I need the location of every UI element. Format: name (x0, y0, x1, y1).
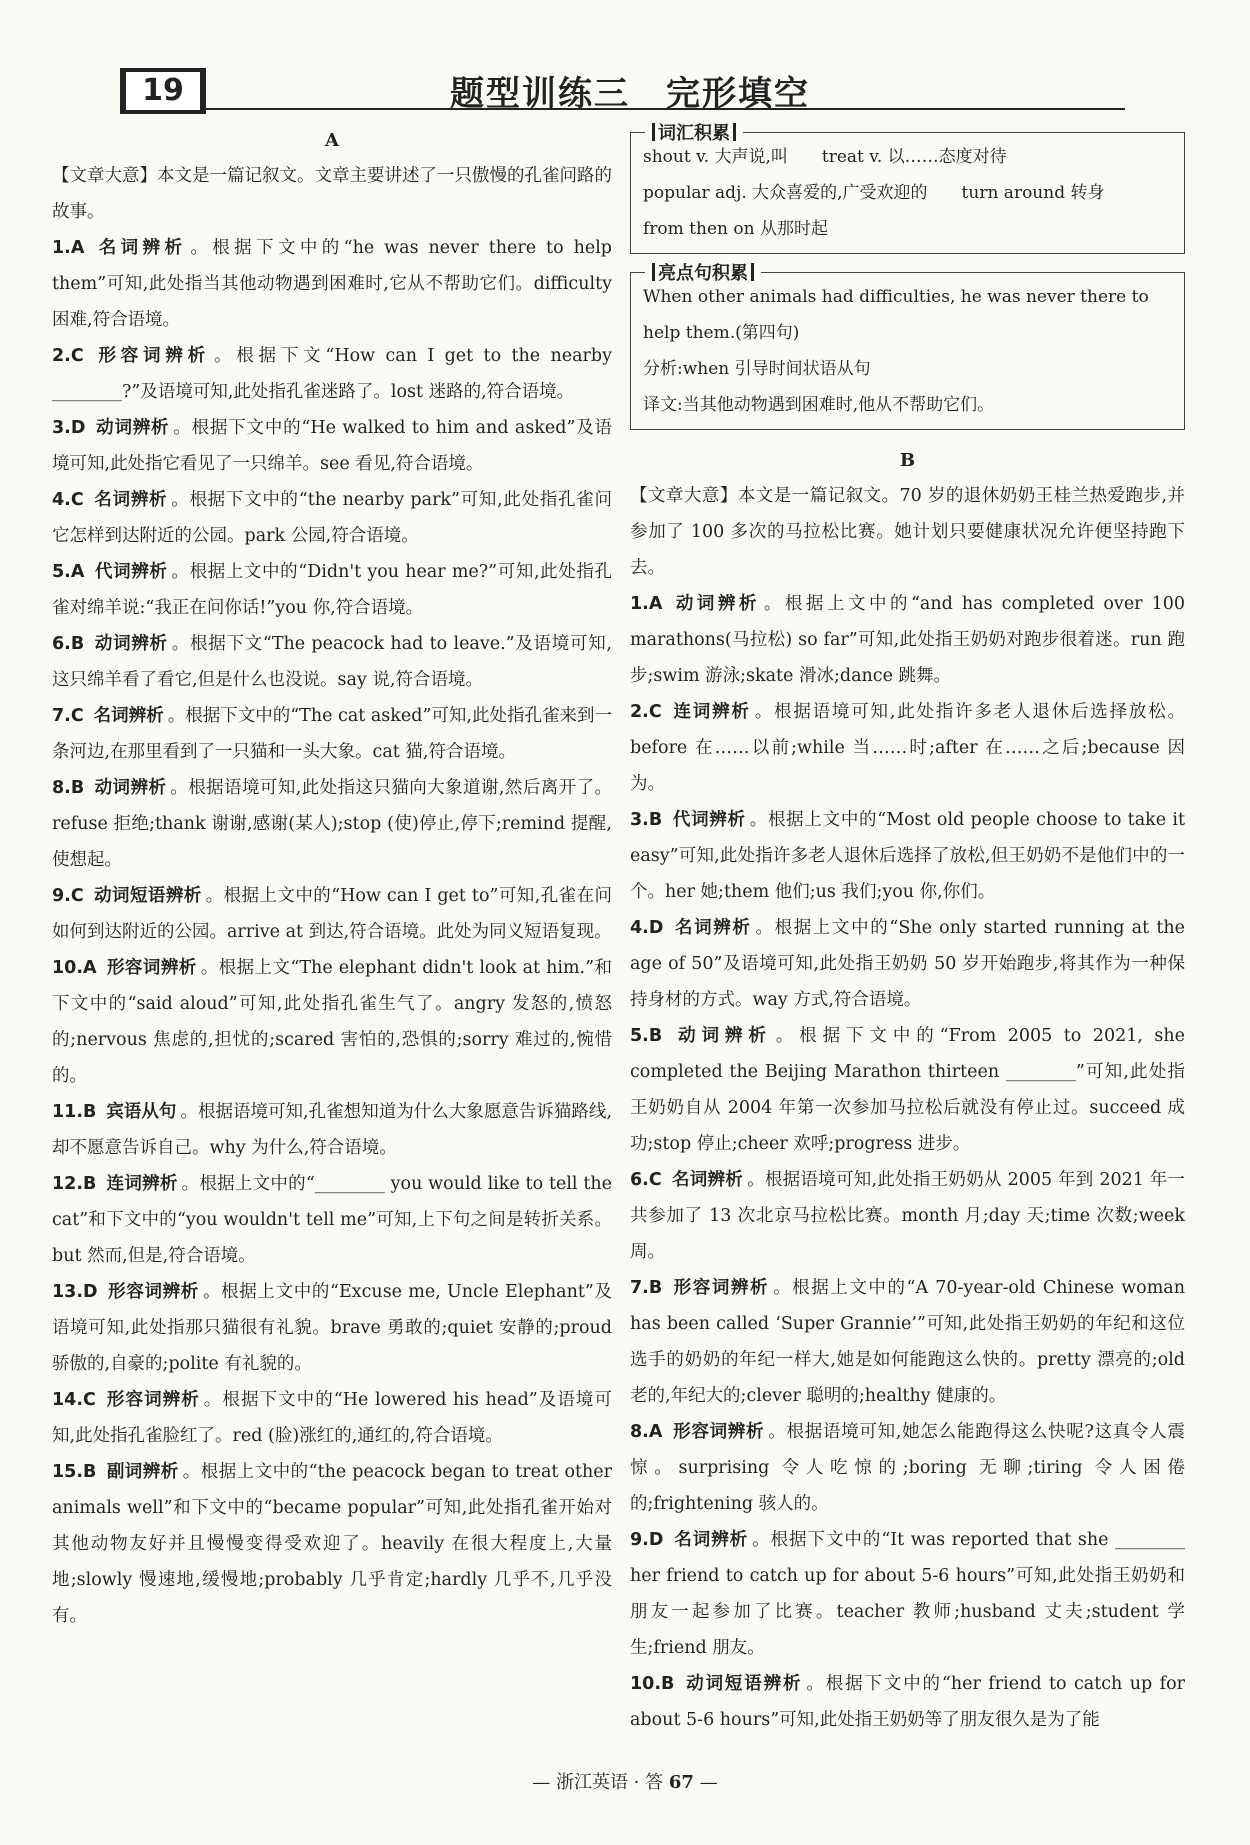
answer-number: 2.C (630, 702, 662, 722)
answer-number: 15.B (52, 1462, 97, 1482)
footer-tail: — (693, 1772, 718, 1793)
answer-explanation: 。根据上文中的“________ you would like to tell the cat”和下文中的“you wouldn't tell me”可知,上下句之间是转折关系。but 然而,但是,符合语境。 (52, 1174, 612, 1266)
answer-item (630, 1522, 1185, 1666)
answer-number: 13.D (52, 1282, 98, 1302)
answer-item (52, 230, 612, 338)
page-number: 19 (120, 68, 206, 114)
answer-item (52, 770, 612, 878)
answer-item (630, 802, 1185, 910)
answer-type: 形容词辨析 (672, 1278, 770, 1298)
answer-type: 代词辨析 (672, 810, 746, 830)
answer-item (52, 482, 612, 554)
answer-item (52, 1382, 612, 1454)
answer-number: 14.C (52, 1390, 96, 1410)
answer-explanation: 。根据下文“How can I get to the nearby ________?”及语境可知,此处指孔雀迷路了。lost 迷路的,符合语境。 (52, 346, 613, 402)
answer-item (52, 950, 612, 1094)
answer-number: 6.C (630, 1170, 662, 1190)
answer-explanation: 。根据下文中的“It was reported that she ________ her friend to catch up for about 5-6 hours”可知,此处指王奶奶和朋友一起参加了比赛。teacher 教师;husband 丈夫;student 学生;friend 朋友。 (630, 1530, 1185, 1658)
answer-explanation: 。根据上文“The elephant didn't look at him.”和下文中的“said aloud”可知,此处指孔雀生气了。angry 发怒的,愤怒的;nervous 焦虑的,担忧的;scared 害怕的,恐惧的;sorry 难过的,惋惜的。 (52, 958, 613, 1086)
answer-number: 7.B (630, 1278, 663, 1298)
answer-type: 名词辨析 (671, 1170, 744, 1190)
answer-number: 1.A (52, 238, 85, 258)
answer-number: 4.D (630, 918, 664, 938)
sentence-line: 译文:当其他动物遇到困难时,他从不帮助它们。 (643, 395, 995, 415)
answer-item (630, 1162, 1185, 1270)
answer-type: 形容词辨析 (106, 958, 197, 978)
section-a-summary: 【文章大意】本文是一篇记叙文。文章主要讲述了一只傲慢的孔雀问路的故事。 (52, 166, 612, 222)
answer-number: 11.B (52, 1102, 97, 1122)
answer-item (630, 694, 1185, 802)
answer-item (52, 878, 612, 950)
answer-number: 8.A (630, 1422, 663, 1442)
answer-type: 动词辨析 (94, 778, 167, 798)
answer-item (630, 1270, 1185, 1414)
answer-item (52, 410, 612, 482)
answer-type: 动词辨析 (95, 418, 170, 438)
section-b-summary: 【文章大意】本文是一篇记叙文。70 岁的退休奶奶王桂兰热爱跑步,并参加了 100 多次的马拉松比赛。她计划只要健康状况允许便坚持跑下去。 (630, 486, 1185, 578)
answer-item (52, 554, 612, 626)
sentence-box-title: 亮点句积累 (645, 259, 761, 285)
answer-number: 10.B (630, 1674, 675, 1694)
answer-type: 形容词辨析 (105, 1390, 200, 1410)
answer-item (52, 338, 612, 410)
section-b-answers (630, 586, 1185, 1738)
section-b-heading: B (899, 450, 916, 471)
section-a-heading: A (325, 130, 339, 151)
answer-item (52, 1454, 612, 1634)
answer-explanation: 。根据上文中的“She only started running at the age of 50”及语境可知,此处指王奶奶 50 岁开始跑步,将其作为一种保持身材的方式。way 方式,符合语境。 (630, 918, 1186, 1010)
answer-explanation: 。根据上文中的“How can I get to”可知,孔雀在问如何到达附近的公园。arrive at 到达,符合语境。此处为同义短语复现。 (52, 886, 612, 942)
sentence-box (630, 263, 1185, 430)
page-header (120, 64, 1125, 114)
answer-explanation: 。根据下文“The peacock had to leave.”及语境可知,这只绵羊看了看它,但是什么也没说。say 说,符合语境。 (52, 634, 612, 690)
right-column (630, 124, 1185, 1738)
answer-explanation: 。根据上文中的“and has completed over 100 marathons(马拉松) so far”可知,此处指王奶奶对跑步很着迷。run 跑步;swim 游泳;skate 滑冰;dance 跳舞。 (630, 594, 1186, 686)
answer-type: 名词辨析 (673, 918, 752, 938)
answer-type: 连词辨析 (106, 1174, 178, 1194)
answer-item (630, 1018, 1185, 1162)
answer-type: 动词短语辨析 (684, 1674, 803, 1694)
vocab-box (630, 123, 1185, 254)
answer-explanation: 。根据上文中的“A 70-year-old Chinese woman has been called ‘Super Grannie’”可知,此处指王奶奶的年纪和这位选手的奶奶的年纪一样大,她是如何能跑这么快的。pretty 漂亮的;old 老的,年纪大的;clever 聪明的;healthy 健康的。 (630, 1278, 1186, 1406)
answer-type: 动词辨析 (672, 1026, 772, 1046)
answer-type: 名词辨析 (93, 706, 164, 726)
sentence-line: 分析:when 引导时间状语从句 (643, 359, 871, 379)
answer-item (52, 1166, 612, 1274)
answer-item (52, 1094, 612, 1166)
answer-type: 动词辨析 (94, 634, 168, 654)
answer-number: 9.C (52, 886, 84, 906)
sentence-line: When other animals had difficulties, he was never there to help them.(第四句) (643, 287, 1149, 343)
answer-type: 代词辨析 (94, 562, 168, 582)
vocab-line: from then on 从那时起 (643, 219, 828, 239)
answer-explanation: 。根据下文中的“her friend to catch up for about 5-6 hours”可知,此处指王奶奶等了朋友很久是为了能 (630, 1674, 1186, 1730)
answer-explanation: 。根据语境可知,孔雀想知道为什么大象愿意告诉猫路线,却不愿意告诉自己。why 为什么,符合语境。 (52, 1102, 613, 1158)
answer-explanation: 。根据语境可知,此处指王奶奶从 2005 年到 2021 年一共参加了 13 次北京马拉松比赛。month 月;day 天;time 次数;week 周。 (630, 1170, 1186, 1262)
answer-type: 形容词辨析 (93, 346, 210, 366)
answer-explanation: 。根据下文中的“he was never there to help them”可知,此处指当其他动物遇到困难时,它从不帮助它们。difficulty 困难,符合语境。 (52, 238, 612, 330)
answer-number: 5.A (52, 562, 85, 582)
answer-type: 连词辨析 (671, 702, 751, 722)
answer-explanation: 。根据上文中的“the peacock began to treat other animals well”和下文中的“became popular”可知,此处指孔雀开始对其他动物友好并且慢慢变得受欢迎了。heavily 在很大程度上,大量地;slowly 慢速地,缓慢地;probably 几乎肯定;hardly 几乎不,几乎没有。 (52, 1462, 613, 1626)
answer-explanation: 。根据下文中的“the nearby park”可知,此处指孔雀问它怎样到达附近的公园。park 公园,符合语境。 (52, 490, 612, 546)
answer-explanation: 。根据语境可知,她怎么能跑得这么快呢?这真令人震惊。surprising 令人吃惊的;boring 无聊;tiring 令人困倦的;frightening 骇人的。 (630, 1422, 1186, 1514)
answer-type: 名词辨析 (93, 490, 168, 510)
section-a-answers (52, 230, 612, 1634)
vocab-line: popular adj. 大众喜爱的,广受欢迎的 turn around 转身 (643, 183, 1105, 203)
answer-item (630, 1666, 1185, 1738)
answer-item (630, 586, 1185, 694)
answer-type: 宾语从句 (106, 1102, 177, 1122)
answer-item (52, 1274, 612, 1382)
answer-number: 4.C (52, 490, 84, 510)
answer-number: 10.A (52, 958, 97, 978)
answer-type: 动词辨析 (672, 594, 760, 614)
answer-number: 2.C (52, 346, 84, 366)
vocab-line: shout v. 大声说,叫 treat v. 以……态度对待 (643, 147, 1007, 167)
page-title: 题型训练三 完形填空 (450, 74, 810, 114)
answer-number: 3.B (630, 810, 663, 830)
answer-number: 6.B (52, 634, 85, 654)
left-column (52, 124, 612, 1634)
answer-explanation: 。根据上文中的“Most old people choose to take it easy”可知,此处指许多老人退休后选择了放松,但王奶奶不是他们中的一个。her 她;them 他们;us 我们;you 你,你们。 (630, 810, 1186, 902)
answer-item (52, 626, 612, 698)
answer-explanation: 。根据下文中的“He lowered his head”及语境可知,此处指孔雀脸红了。red (脸)涨红的,通红的,符合语境。 (52, 1390, 613, 1446)
answer-explanation: 。根据语境可知,此处指这只猫向大象道谢,然后离开了。refuse 拒绝;thank 谢谢,感谢(某人);stop (使)停止,停下;remind 提醒,使想起。 (52, 778, 613, 870)
answer-explanation: 。根据下文中的“From 2005 to 2021, she completed the Beijing Marathon thirteen ________”可知,此处指王奶奶自从 2004 年第一次参加马拉松后就没有停止过。succeed 成功;stop 停止;cheer 欢呼;progress 进步。 (630, 1026, 1185, 1154)
answer-explanation: 。根据上文中的“Excuse me, Uncle Elephant”及语境可知,此处指那只猫很有礼貌。brave 勇敢的;quiet 安静的;proud 骄傲的,自豪的;polite 有礼貌的。 (52, 1282, 613, 1374)
answer-item (630, 1414, 1185, 1522)
answer-item (52, 698, 612, 770)
answer-explanation: 。根据下文中的“The cat asked”可知,此处指孔雀来到一条河边,在那里看到了一只猫和一头大象。cat 猫,符合语境。 (52, 706, 613, 762)
answer-explanation: 。根据上文中的“Didn't you hear me?”可知,此处指孔雀对绵羊说:“我正在问你话!”you 你,符合语境。 (52, 562, 613, 618)
page-footer (0, 1768, 1250, 1794)
answer-number: 7.C (52, 706, 84, 726)
answer-explanation: 。根据下文中的“He walked to him and asked”及语境可知,此处指它看见了一只绵羊。see 看见,符合语境。 (52, 418, 612, 474)
answer-type: 形容词辨析 (107, 1282, 199, 1302)
answer-type: 形容词辨析 (672, 1422, 765, 1442)
answer-number: 8.B (52, 778, 85, 798)
footer-page-number: 67 (668, 1772, 694, 1793)
answer-number: 1.A (630, 594, 663, 614)
answer-type: 副词辨析 (106, 1462, 179, 1482)
answer-number: 9.D (630, 1530, 664, 1550)
footer-text: — 浙江英语 · 答 (532, 1772, 669, 1793)
answer-explanation: 。根据语境可知,此处指许多老人退休后选择放松。before 在……以前;while 当……时;after 在……之后;because 因为。 (630, 702, 1185, 794)
answer-type: 动词短语辨析 (93, 886, 202, 906)
answer-item (630, 910, 1185, 1018)
answer-type: 名词辨析 (94, 238, 187, 258)
answer-number: 3.D (52, 418, 86, 438)
answer-number: 5.B (630, 1026, 663, 1046)
answer-number: 12.B (52, 1174, 97, 1194)
vocab-box-title: 词汇积累 (645, 119, 743, 145)
header-rule (206, 108, 1125, 110)
answer-type: 名词辨析 (673, 1530, 749, 1550)
